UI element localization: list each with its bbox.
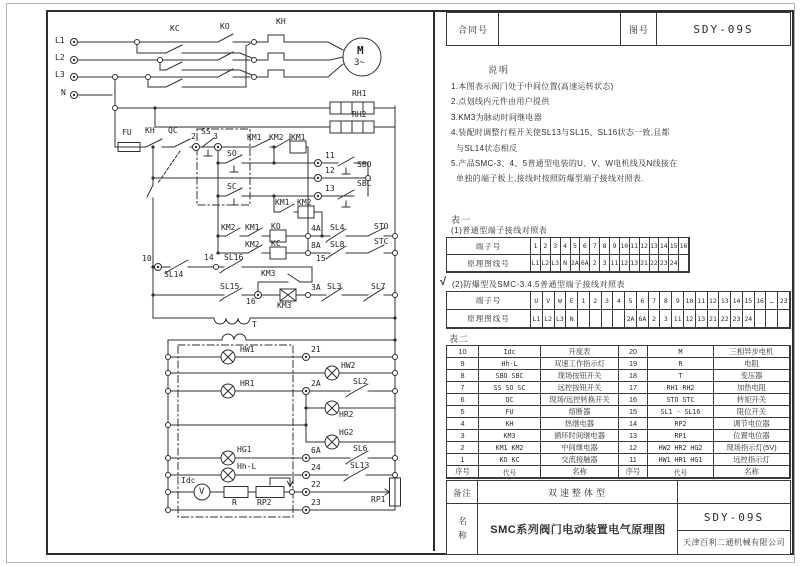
wire-label-2A: 2A (311, 379, 321, 388)
wire-label-15: 15 (316, 254, 326, 263)
voltmeter-label: V (199, 487, 205, 497)
terminal-cell: V (543, 292, 555, 310)
terminal-cell: 12 (640, 238, 650, 255)
wire-label-6A: 6A (311, 446, 321, 455)
component-cell: QC (479, 394, 541, 406)
terminal-cell: L1 (531, 255, 541, 272)
component-cell: 代号 (479, 466, 541, 478)
name-label: 名称 (458, 516, 467, 540)
wire-label-KH: KH (276, 17, 286, 26)
terminal-cell: 13 (719, 292, 731, 310)
wire-label-KM2: KM2 (297, 198, 312, 207)
terminal-cell: 4 (613, 292, 625, 310)
component-cell: 熔断器 (541, 406, 619, 418)
component-cell: RH1 RH2 (648, 382, 714, 394)
terminal-cell: 11 (672, 310, 684, 328)
wire-label-SL8: SL8 (330, 240, 345, 249)
wire-label-SL15: SL15 (220, 282, 240, 291)
contacts (146, 34, 390, 495)
note-line: 3.KM3为脉动时间继电器 (451, 112, 543, 122)
terminal-cell: 14 (731, 292, 743, 310)
terminal-table-ordinary (446, 237, 690, 273)
terminal-cell: 21 (640, 255, 650, 272)
wire-label-RH1: RH1 (352, 89, 367, 98)
wire-label-SL16: SL16 (224, 253, 244, 262)
component-cell: 远控指示灯 (714, 454, 790, 466)
wire-label-KO: KO (220, 22, 230, 31)
name-label-cell (446, 503, 479, 555)
drawing-title-cell (477, 503, 679, 555)
component-cell: 位置电位器 (714, 430, 790, 442)
remark-value: 双速整体型 (547, 488, 608, 498)
component-cell: 9 (447, 358, 479, 370)
wire-label-10: 10 (142, 254, 152, 263)
wire-label-KC: KC (271, 239, 281, 248)
component-cell: 3 (447, 430, 479, 442)
component-cell: 6 (447, 394, 479, 406)
component-cell: 14 (619, 418, 648, 430)
component-cell: 远控按钮开关 (541, 382, 619, 394)
component-cell: RP2 (648, 418, 714, 430)
wire-label-L3: L3 (55, 70, 65, 79)
component-cell: 开度表 (541, 346, 619, 358)
terminal-cell: … (766, 292, 778, 310)
component-cell: Idc (479, 346, 541, 358)
component-cell: 循环时间继电器 (541, 430, 619, 442)
terminal-cell: 11 (610, 255, 620, 272)
terminal-cell: 2 (590, 255, 600, 272)
terminal-circles (71, 39, 322, 514)
terminal-cell: 1 (531, 238, 541, 255)
component-cell: 双速工作指示灯 (541, 358, 619, 370)
terminal-cell: 7 (649, 292, 661, 310)
wire-label-HG1: HG1 (237, 445, 252, 454)
wire-label-KH: KH (145, 126, 155, 135)
component-cell: 序号 (619, 466, 648, 478)
terminal-cell: 4 (561, 238, 571, 255)
drawing-no-value: SDY-09S (693, 22, 754, 36)
terminal-cell: 6 (637, 292, 649, 310)
component-cell: 20 (619, 346, 648, 358)
terminal-cell: 24 (669, 255, 679, 272)
terminal-cell: 2 (649, 310, 661, 328)
component-cell: 2 (447, 442, 479, 454)
wire-label-12: 12 (325, 166, 335, 175)
component-cell: 现场按钮开关 (541, 370, 619, 382)
user-box-remote-buttons (197, 129, 250, 205)
terminal-cell: N (566, 310, 578, 328)
terminal-cell: 原理图线号 (447, 255, 531, 272)
terminal-cell: W (555, 292, 567, 310)
terminal-cell: 2 (541, 238, 551, 255)
coil-KM1 (290, 141, 306, 153)
component-cell: 18 (619, 370, 648, 382)
component-cell: SL1 - SL16 (648, 406, 714, 418)
wire-label-RP2: RP2 (257, 498, 272, 507)
terminal-cell: 24 (743, 310, 755, 328)
component-cell: HW1 HR1 HG1 (648, 454, 714, 466)
company-name: 天津百利二通机械有限公司 (683, 538, 785, 547)
terminal-cell: 3 (600, 255, 610, 272)
component-cell: 15 (619, 406, 648, 418)
component-cell: 5 (447, 406, 479, 418)
table1-sub2: (2)防爆型及SMC-3.4.5普通型端子接线对照表 (452, 280, 626, 289)
wire-label-N: N (61, 88, 66, 97)
component-cell: R (648, 358, 714, 370)
wire-label-11: 11 (325, 151, 335, 160)
terminal-cell: 13 (650, 238, 660, 255)
component-cell: 三相异步电机 (714, 346, 790, 358)
terminal-cell: L2 (543, 310, 555, 328)
motor-label: M (357, 44, 364, 57)
terminal-cell: 16 (755, 292, 767, 310)
wire-label-SL3: SL3 (327, 282, 342, 291)
note-line: 与SL14状态相反 (451, 143, 518, 153)
component-cell: 限位开关 (714, 406, 790, 418)
component-cell: KM1 KM2 (479, 442, 541, 454)
component-cell: KM3 (479, 430, 541, 442)
lamp-crosses (223, 352, 337, 480)
wire-label-Hh-L: Hh-L (237, 462, 257, 471)
component-cell: M (648, 346, 714, 358)
wire-label-SL6: SL6 (353, 444, 368, 453)
wire-label-SL2: SL2 (353, 377, 368, 386)
note-line: 2.点划线内元件由用户提供 (451, 97, 550, 107)
wire-label-SS: SS (201, 127, 211, 136)
notes-list (451, 79, 786, 187)
component-cell: 4 (447, 418, 479, 430)
wire-label-23: 23 (311, 498, 321, 507)
table1-sub1: (1)普通型端子接线对照表 (451, 226, 548, 235)
wire-label-SBC: SBC (357, 179, 372, 188)
wire-label-KM2: KM2 (221, 223, 236, 232)
wire-label-3A: 3A (311, 283, 321, 292)
terminal-table-explosion-proof (446, 291, 791, 329)
terminal-dots (73, 41, 319, 511)
terminal-cell: 11 (630, 238, 640, 255)
component-cell: 现场指示灯(5V) (714, 442, 790, 454)
contract-no-value-cell (498, 12, 622, 46)
wire-label-3: 3 (213, 132, 218, 141)
terminal-cell: 端子号 (447, 238, 531, 255)
terminal-cell: 11 (696, 292, 708, 310)
component-cell: 交流接触器 (541, 454, 619, 466)
component-cell: SS SO SC (479, 382, 541, 394)
component-cell: FU (479, 406, 541, 418)
wire-label-L1: L1 (55, 36, 65, 45)
terminal-cell: 6A (637, 310, 649, 328)
terminal-cell (590, 310, 602, 328)
terminal-cell (766, 310, 778, 328)
table2-caption: 表二 (449, 334, 470, 344)
motor-phase-label: 3~ (354, 58, 365, 68)
component-cell: KO KC (479, 454, 541, 466)
wire-label-HR1: HR1 (240, 379, 255, 388)
resistor-R (224, 487, 248, 498)
terminal-cell: 10 (620, 238, 630, 255)
terminal-cell: 22 (650, 255, 660, 272)
terminal-cell: 14 (659, 238, 669, 255)
component-cell: 现场/远控转换开关 (541, 394, 619, 406)
terminal-cell: 10 (684, 292, 696, 310)
component-cell: 1 (447, 454, 479, 466)
wire-label-22: 22 (311, 480, 321, 489)
coil-KC (270, 247, 286, 259)
component-cell: 名称 (714, 466, 790, 478)
component-cell: 代号 (648, 466, 714, 478)
drawing-no-value-cell (656, 12, 791, 46)
terminal-cell: 23 (778, 292, 790, 310)
component-cell: 13 (619, 430, 648, 442)
table1-caption: 表一 (451, 215, 472, 225)
terminal-cell: 15 (743, 292, 755, 310)
wire-label-HW1: HW1 (240, 345, 255, 354)
model-cell (677, 503, 791, 532)
terminal-cell: 2A (625, 310, 637, 328)
terminal-cell: 23 (659, 255, 669, 272)
wire-label-Idc: Idc (181, 476, 196, 485)
wire-label-21: 21 (311, 345, 321, 354)
wire-label-RH2: RH2 (352, 110, 367, 119)
wire-label-2: 2 (191, 132, 196, 141)
terminal-cell (602, 310, 614, 328)
terminal-cell: 8 (600, 238, 610, 255)
terminal-cell: 2 (590, 292, 602, 310)
drawing-no-label: 图号 (628, 24, 649, 35)
note-line: 单独的端子板上,接线时按照防爆型端子接线对照表. (451, 174, 644, 184)
terminal-cell: 端子号 (447, 292, 531, 310)
wire-label-KM2: KM2 (269, 133, 284, 142)
wire-label-KM1: KM1 (291, 133, 306, 142)
wire-label-KM2: KM2 (245, 240, 260, 249)
terminal-cell: L3 (551, 255, 561, 272)
terminal-cell: E (566, 292, 578, 310)
wire-label-SL4: SL4 (330, 223, 345, 232)
drawing-title: SMC系列阀门电动装置电气原理图 (490, 524, 666, 536)
terminal-cell: 3 (602, 292, 614, 310)
wire-label-KO: KO (271, 222, 281, 231)
terminal-cell: 原理图线号 (447, 310, 531, 328)
contract-no-label: 合同号 (457, 24, 488, 35)
terminal-cell (613, 310, 625, 328)
wire-label-HR2: HR2 (339, 410, 354, 419)
remark-empty-cell (677, 480, 791, 505)
company-cell (677, 530, 791, 555)
coil-KM2 (298, 206, 314, 218)
wire-label-24: 24 (311, 463, 321, 472)
terminal-cell: 3 (551, 238, 561, 255)
wire-label-KM1: KM1 (245, 223, 260, 232)
wire-label-KM3: KM3 (261, 269, 276, 278)
wire-label-T: T (252, 320, 257, 329)
terminal-cell: 1 (578, 292, 590, 310)
note-line: 4.装配时调整行程开关使SL13与SL15、SL16状态一致,且都 (451, 128, 670, 138)
wire-label-KM1: KM1 (247, 133, 262, 142)
remark-value-cell (477, 480, 679, 505)
wire-label-4A: 4A (311, 224, 321, 233)
wire-label-SL7: SL7 (371, 282, 386, 291)
terminal-cell: 23 (731, 310, 743, 328)
component-cell: 序号 (447, 466, 479, 478)
terminal-cell: L3 (555, 310, 567, 328)
terminal-cell: 8 (660, 292, 672, 310)
potentiometer-RP2 (256, 487, 284, 498)
wire-label-STC: STC (374, 237, 389, 246)
component-cell: RP1 (648, 430, 714, 442)
wire-label-16: 16 (246, 297, 256, 306)
component-cell: 8 (447, 370, 479, 382)
terminal-cell: 9 (672, 292, 684, 310)
component-cell: 电阻 (714, 358, 790, 370)
wire-label-HW2: HW2 (341, 361, 356, 370)
terminal-cell (778, 310, 790, 328)
terminal-cell: U (531, 292, 543, 310)
component-cell: SBO SBC (479, 370, 541, 382)
terminal-cell: 22 (719, 310, 731, 328)
wire-label-SBO: SBO (357, 160, 372, 169)
terminal-cell: 6 (580, 238, 590, 255)
terminal-cell: 3 (660, 310, 672, 328)
terminal-cell: L1 (531, 310, 543, 328)
remark-label: 备注 (452, 487, 472, 498)
component-cell: 名称 (541, 466, 619, 478)
terminal-cell: 6A (580, 255, 590, 272)
terminal-cell (679, 255, 689, 272)
terminal-cell: 5 (571, 238, 581, 255)
terminal-cell: 9 (610, 238, 620, 255)
component-cell: 7 (447, 382, 479, 394)
terminal-cell: 13 (696, 310, 708, 328)
component-cell: 热继电器 (541, 418, 619, 430)
note-line: 1.本图表示阀门处于中间位置(高速运转状态) (451, 82, 614, 91)
wire-label-SO: SO (227, 149, 237, 158)
wire-label-13: 13 (325, 184, 335, 193)
wire-label-SL14: SL14 (164, 270, 184, 279)
transformer-coils (214, 318, 250, 340)
component-cell: 调节电位器 (714, 418, 790, 430)
terminal-cell: 13 (630, 255, 640, 272)
component-cell: 变压器 (714, 370, 790, 382)
wire-label-RP1: RP1 (371, 495, 386, 504)
component-cell: Hh-L (479, 358, 541, 370)
note-line: 5.产品SMC-3、4、5普通型电装的U、V、W电机线及N线接在 (451, 159, 678, 169)
wire-label-L2: L2 (55, 53, 65, 62)
terminal-cell: N (561, 255, 571, 272)
terminal-cell: 12 (684, 310, 696, 328)
component-cell: 11 (619, 454, 648, 466)
terminal-cell: 7 (590, 238, 600, 255)
terminal-cell: 21 (708, 310, 720, 328)
terminal-cell: 12 (620, 255, 630, 272)
notes-heading: 说明 (488, 65, 511, 75)
check-mark: √ (440, 276, 447, 288)
component-cell: 17 (619, 382, 648, 394)
wire-label-R: R (232, 498, 237, 507)
terminal-cell: 5 (625, 292, 637, 310)
terminal-cell: L2 (541, 255, 551, 272)
wire-label-KM1: KM1 (275, 198, 290, 207)
wire-label-QC: QC (168, 126, 178, 135)
component-cell: HW2 HR2 HG2 (648, 442, 714, 454)
wire-label-SL13: SL13 (350, 461, 370, 470)
component-cell: KH (479, 418, 541, 430)
contract-no-label-cell (446, 12, 500, 46)
wire-label-SC: SC (227, 182, 237, 191)
model-number: SDY-09S (703, 511, 765, 524)
drawing-no-label-cell (620, 12, 658, 46)
component-cell: 19 (619, 358, 648, 370)
wire-label-FU: FU (122, 128, 132, 137)
wire-label-KM3: KM3 (277, 301, 292, 310)
wire-label-8A: 8A (311, 241, 321, 250)
terminal-cell (578, 310, 590, 328)
component-cell: STO STC (648, 394, 714, 406)
component-cell: 16 (619, 394, 648, 406)
component-cell: 加热电阻 (714, 382, 790, 394)
terminal-cell (755, 310, 767, 328)
terminal-cell: 16 (679, 238, 689, 255)
component-cell: 中间继电器 (541, 442, 619, 454)
component-cell: 转矩开关 (714, 394, 790, 406)
wire-label-STO: STO (374, 222, 389, 231)
wire-label-KC: KC (170, 24, 180, 33)
wire-label-HG2: HG2 (339, 428, 354, 437)
component-cell: 12 (619, 442, 648, 454)
terminal-cell: 15 (669, 238, 679, 255)
remark-label-cell (446, 480, 479, 505)
component-cell: T (648, 370, 714, 382)
terminal-cell: 2A (571, 255, 581, 272)
component-cell: 10 (447, 346, 479, 358)
wires (78, 35, 395, 510)
component-table (446, 345, 791, 479)
wire-label-14: 14 (204, 253, 214, 262)
terminal-cell: 12 (708, 292, 720, 310)
